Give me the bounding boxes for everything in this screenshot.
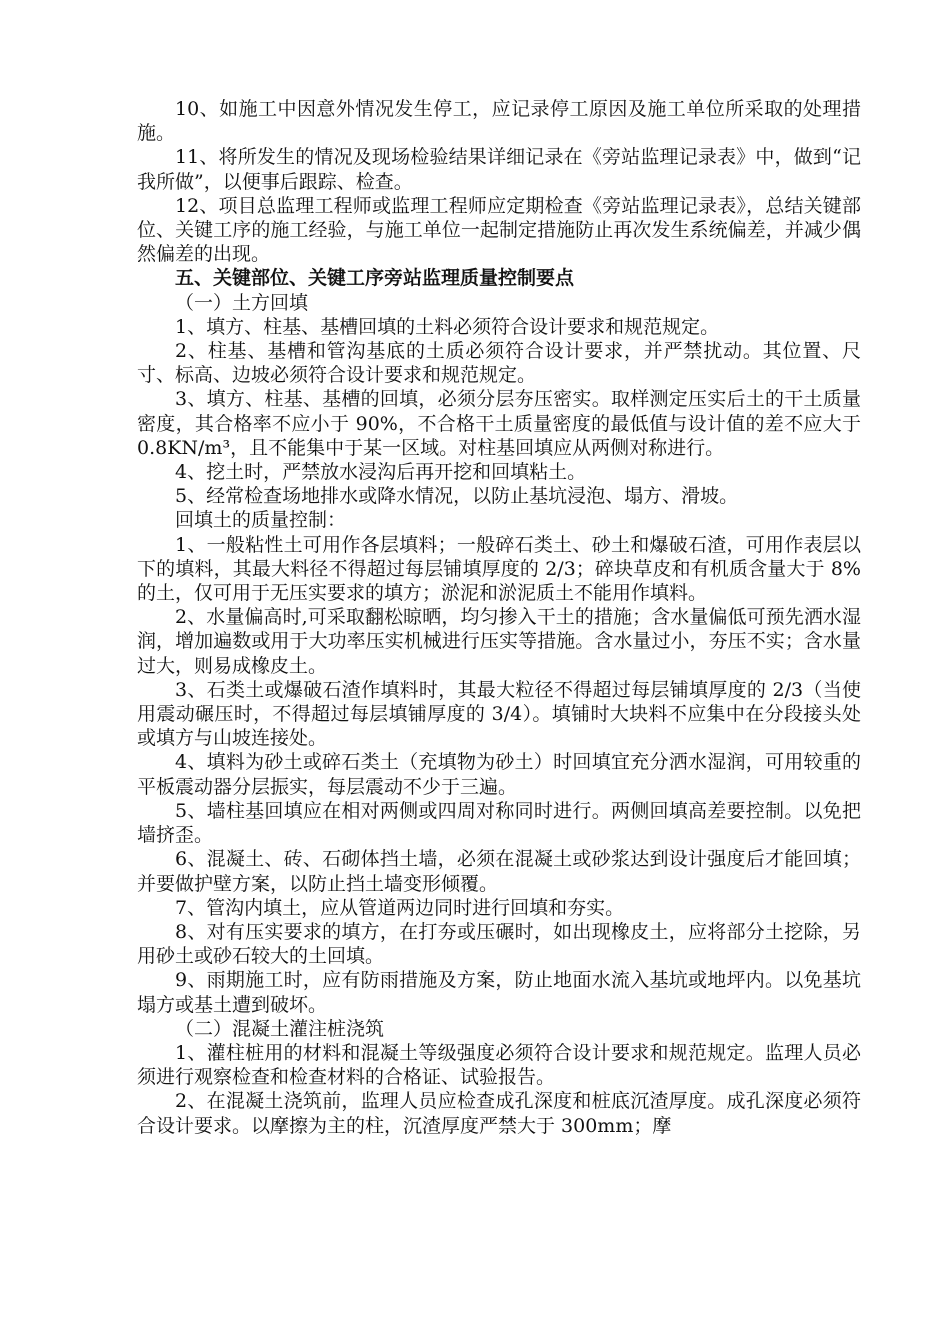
earthwork-item-1: 1、填方、柱基、基槽回填的土料必须符合设计要求和规范规定。 [175,315,720,338]
document-page [137,97,861,1138]
backfill-item-9: 9、雨期施工时，应有防雨措施及方案，防止地面水流入基坑或地坪内。以免基坑塌方或基土遭到破坏。 [137,969,861,1016]
backfill-item-8: 8、对有压实要求的填方，在打夯或压碾时，如出现橡皮土，应将部分土挖除，另用砂土或砂石较大的土回填。 [137,920,861,968]
backfill-item-3: 3、石类土或爆破石渣作填料时，其最大粒径不得超过每层铺填厚度的 2/3（当使用震动碾压时，不得超过每层填铺厚度的 3/4）。填铺时大块料不应集中在分段接头处或填方与山坡连接处。 [137,678,861,750]
section-heading-5: 五、关键部位、关键工序旁站监理质量控制要点 [175,267,575,290]
subsection-heading-cast-pile: （二）混凝土灌注桩浇筑 [175,1017,385,1040]
subsection-heading-earthwork: （一）土方回填 [175,291,309,314]
earthwork-item-2: 2、柱基、基槽和管沟基底的土质必须符合设计要求，并严禁扰动。其位置、尺寸、标高、边坡必须符合设计要求和规范规定。 [137,340,861,387]
backfill-item-7: 7、管沟内填土，应从管道两边同时进行回填和夯实。 [175,896,625,919]
backfill-item-1: 1、一般粘性土可用作各层填料；一般碎石类土、砂土和爆破石渣，可用作表层以下的填料，其最大料径不得超过每层铺填厚度的 2/3；碎块草皮和有机质含量大于 8%的土，仅可用于无压实要求的填方；淤泥和淤泥质土不能用作填料。 [137,533,861,605]
cast-pile-item-1: 1、灌柱桩用的材料和混凝土等级强度必须符合设计要求和规范规定。监理人员必须进行观察检查和检查材料的合格证、试验报告。 [137,1041,861,1089]
earthwork-item-5: 5、经常检查场地排水或降水情况，以防止基坑浸泡、塌方、滑坡。 [175,485,739,508]
paragraph-item-12: 12、项目总监理工程师或监理工程师应定期检查《旁站监理记录表》，总结关键部位、关键工序的施工经验，与施工单位一起制定措施防止再次发生系统偏差，并减少偶然偏差的出现。 [137,194,861,266]
backfill-item-5: 5、墙柱基回填应在相对两侧或四周对称同时进行。两侧回填高差要控制。以免把墙挤歪。 [137,799,861,847]
backfill-item-4: 4、填料为砂土或碎石类土（充填物为砂土）时回填宜充分洒水湿润，可用较重的平板震动器分层振实，每层震动不少于三遍。 [137,751,861,798]
paragraph-item-10: 10、如施工中因意外情况发生停工，应记录停工原因及施工单位所采取的处理措施。 [137,98,861,145]
backfill-item-6: 6、混凝土、砖、石砌体挡土墙，必须在混凝土或砂浆达到设计强度后才能回填；并要做护壁方案，以防止挡土墙变形倾覆。 [137,848,861,895]
backfill-quality-heading: 回填土的质量控制： [175,509,347,532]
paragraph-item-11: 11、将所发生的情况及现场检验结果详细记录在《旁站监理记录表》中，做到“记我所做”，以便事后跟踪、检查。 [137,146,861,193]
cast-pile-item-2: 2、在混凝土浇筑前，监理人员应检查成孔深度和桩底沉渣厚度。成孔深度必须符合设计要求。以摩擦为主的柱，沉渣厚度严禁大于 300mm；摩 [137,1090,861,1137]
backfill-item-2: 2、水量偏高时,可采取翻松晾晒，均匀掺入干土的措施；含水量偏低可预先洒水湿润，增加遍数或用于大功率压实机械进行压实等措施。含水量过小，夯压不实；含水量过大，则易成橡皮土。 [137,606,861,677]
earthwork-item-4: 4、挖土时，严禁放水浸沟后再开挖和回填粘土。 [175,461,587,484]
earthwork-item-3: 3、填方、柱基、基槽的回填，必须分层夯压密实。取样测定压实后土的干土质量密度，其合格率不应小于 90%，不合格干土质量密度的最低值与设计值的差不应大于 0.8KN/m³，且不能集中于某一区域。对柱基回填应从两侧对称进行。 [137,388,861,459]
